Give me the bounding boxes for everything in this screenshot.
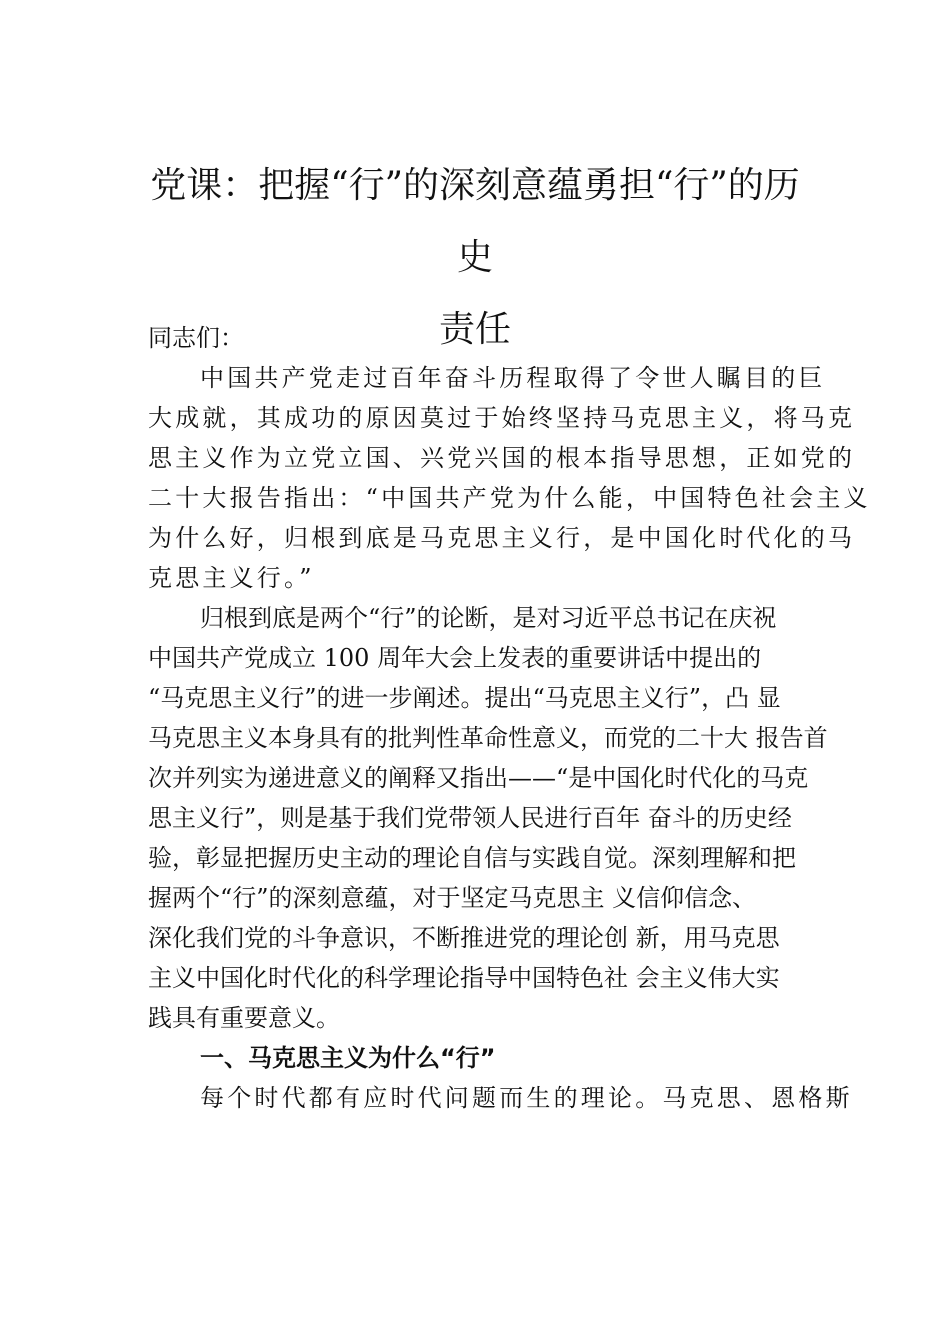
- paragraph-line: 次并列实为递进意义的阐释又指出——“是中国化时代化的马克: [148, 764, 809, 792]
- paragraph-line: 每个时代都有应时代问题而生的理论。马克思、恩格斯: [200, 1084, 853, 1112]
- paragraph-3: [148, 1078, 853, 1118]
- paragraph-line: 思主义行”，则是基于我们党带领人民进行百年 奋斗的历史经: [148, 804, 792, 832]
- paragraph-line: 中国共产党走过百年奋斗历程取得了令世人瞩目的巨: [200, 364, 826, 392]
- paragraph-line: 归根到底是两个“行”的论断，是对习近平总书记在庆祝: [200, 604, 777, 632]
- paragraph-line: 握两个“行”的深刻意蕴，对于坚定马克思主 义信仰信念、: [148, 884, 757, 912]
- title-line-2: 责任: [438, 309, 511, 350]
- document-body: [148, 318, 871, 1118]
- paragraph-line: 克思主义行。”: [148, 564, 315, 592]
- paragraph-line: 为什么好，归根到底是马克思主义行，是中国化时代化的马: [148, 524, 856, 552]
- paragraph-1: [148, 358, 871, 598]
- paragraph-line: “马克思主义行”的进一步阐述。提出“马克思主义行”，凸 显: [148, 684, 781, 712]
- paragraph-line: 中国共产党成立 100 周年大会上发表的重要讲话中提出的: [148, 644, 762, 672]
- section-heading: 一、马克思主义为什么“行”: [200, 1044, 496, 1072]
- paragraph-line: 践具有重要意义。: [148, 1004, 340, 1032]
- paragraph-line: 主义中国化时代化的科学理论指导中国特色社 会主义伟大实: [148, 964, 780, 992]
- paragraph-line: 马克思主义本身具有的批判性革命性意义，而党的二十大 报告首: [148, 724, 828, 752]
- salutation: 同志们：: [148, 324, 244, 352]
- paragraph-2: [148, 598, 838, 1038]
- paragraph-line: 二十大报告指出：“中国共产党为什么能，中国特色社会主义: [148, 484, 871, 512]
- paragraph-line: 思主义作为立党立国、兴党兴国的根本指导思想，正如党的: [148, 444, 856, 472]
- title-line-1: 党课：把握“行”的深刻意蕴勇担“行”的历史: [150, 165, 800, 278]
- paragraph-line: 验，彰显把握历史主动的理论自信与实践自觉。深刻理解和把: [148, 844, 796, 872]
- paragraph-line: 深化我们党的斗争意识，不断推进党的理论创 新，用马克思: [148, 924, 780, 952]
- paragraph-line: 大成就，其成功的原因莫过于始终坚持马克思主义，将马克: [148, 404, 856, 432]
